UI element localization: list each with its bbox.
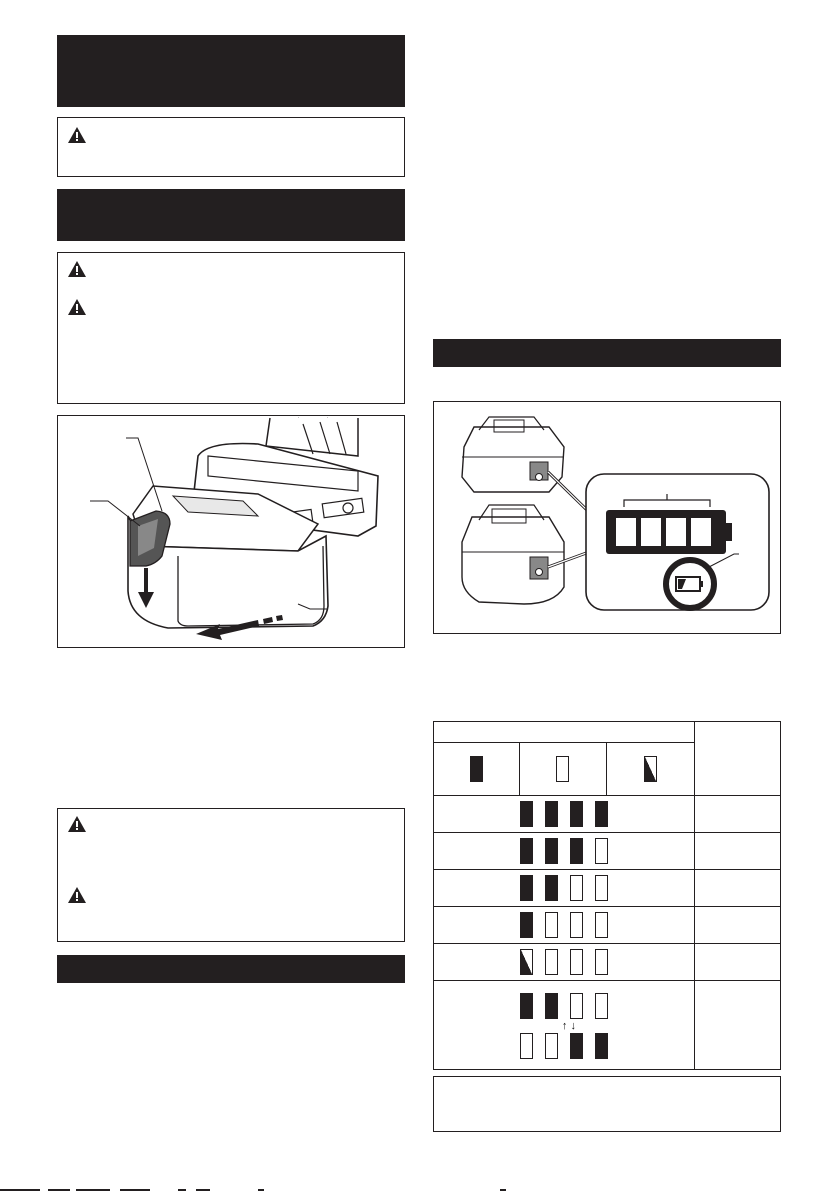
- bottom-edge-marks: [0, 1186, 840, 1192]
- battery-indicator-illustration: [434, 402, 779, 632]
- battery-removal-figure: [57, 415, 405, 648]
- battery-indicator-icon: [606, 510, 732, 554]
- warning-triangle-icon: [68, 127, 86, 143]
- alternating-arrows: ↑ ↓: [561, 1020, 576, 1032]
- battery-removal-illustration: [58, 416, 403, 646]
- table-row: [434, 796, 781, 833]
- table-row: [434, 944, 781, 981]
- legend-blinking: [606, 743, 694, 796]
- indicator-lamp-table: [433, 721, 781, 1070]
- segment-on: [470, 756, 483, 782]
- warning-triangle-icon: [68, 816, 86, 832]
- segment-off: [556, 756, 569, 782]
- capacity-cell: [694, 833, 780, 870]
- table-row: [434, 870, 781, 907]
- indicator-lamps-header: [434, 722, 695, 743]
- segment-blinking: [644, 756, 657, 782]
- warning-triangle-icon: [68, 299, 86, 315]
- capacity-cell: [694, 796, 780, 833]
- capacity-cell: [694, 981, 780, 1070]
- warning-triangle-icon: [68, 887, 86, 903]
- capacity-cell: [694, 907, 780, 944]
- capacity-cell: [694, 944, 780, 981]
- warning-box-3: [57, 808, 405, 942]
- section-header-bar-4: [433, 339, 781, 367]
- table-row: [434, 907, 781, 944]
- warning-box-2: [57, 252, 405, 404]
- section-header-bar-3: [57, 955, 405, 983]
- note-box: [433, 1076, 781, 1132]
- remaining-capacity-header: [694, 722, 780, 796]
- warning-box-1: [57, 117, 405, 177]
- legend-off: [520, 743, 606, 796]
- warning-triangle-icon: [68, 261, 86, 277]
- table-row: [434, 981, 781, 1070]
- table-row: [434, 833, 781, 870]
- section-header-bar-1: [57, 35, 405, 107]
- section-header-bar-2: [57, 189, 405, 241]
- legend-lighted: [434, 743, 520, 796]
- battery-indicator-figure: [433, 401, 781, 634]
- capacity-cell: [694, 870, 780, 907]
